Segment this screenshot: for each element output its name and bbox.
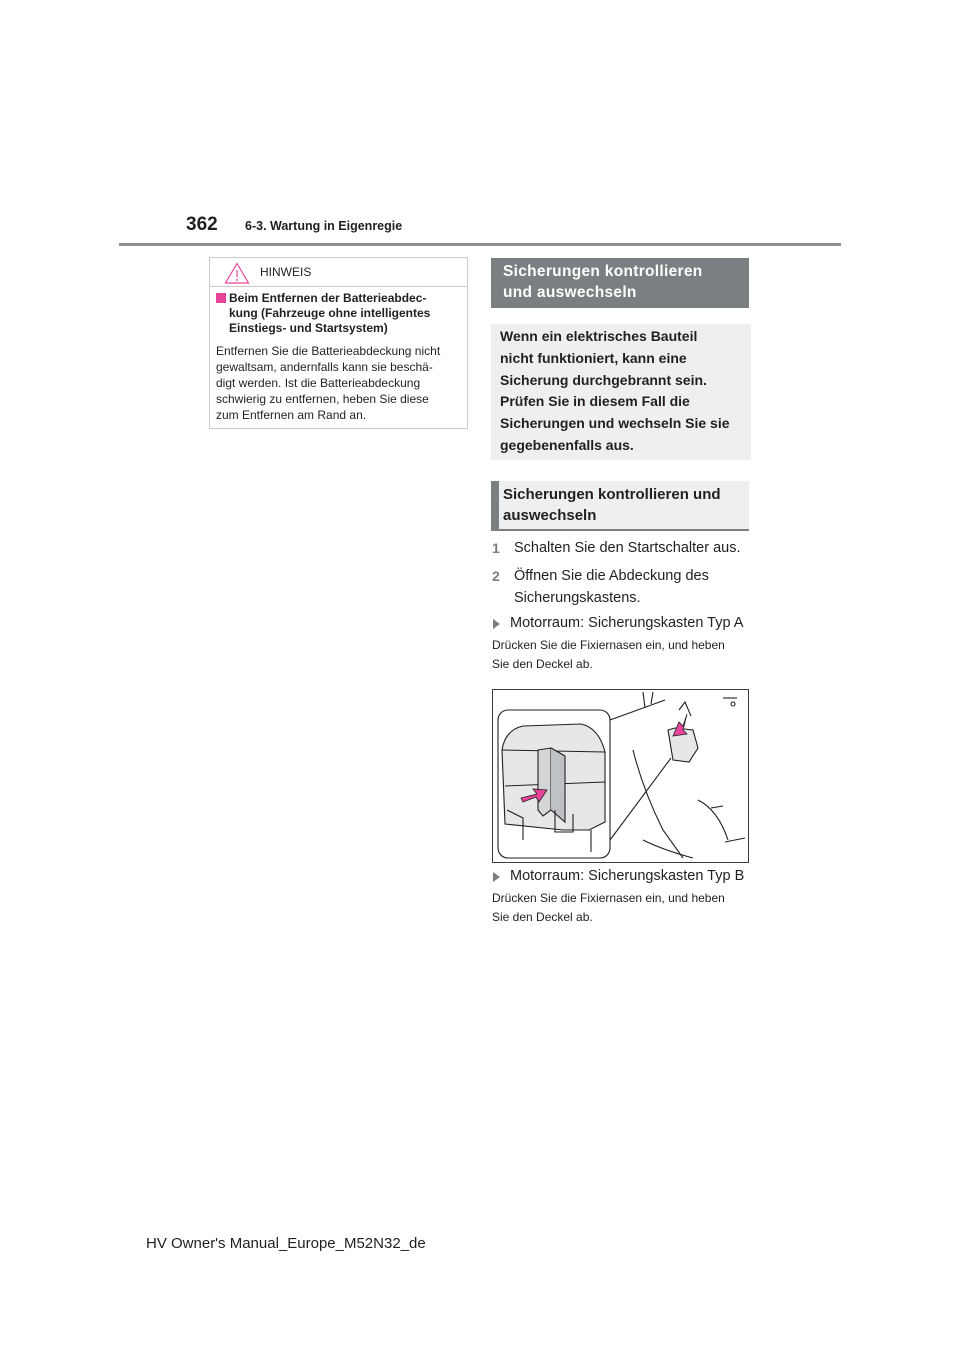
step-text: Sicherungskastens. — [514, 590, 641, 606]
subheading — [491, 481, 749, 531]
main-title-line: und auswechseln — [503, 284, 637, 301]
warning-triangle-icon — [224, 262, 250, 284]
intro-line: Sicherung durchgebrannt sein. — [500, 372, 707, 388]
notice-label: HINWEIS — [260, 265, 312, 279]
intro-line: nicht funktioniert, kann eine — [500, 350, 687, 366]
notice-body-line: zum Entfernen am Rand an. — [216, 408, 367, 422]
fuse-box-illustration-icon — [493, 690, 748, 862]
notice-title-line: Einstiegs- und Startsystem) — [229, 321, 388, 335]
notice-bullet — [216, 293, 226, 303]
bullet-triangle-icon — [493, 872, 500, 882]
type-b-desc: Sie den Deckel ab. — [492, 910, 593, 924]
type-a-desc: Sie den Deckel ab. — [492, 657, 593, 671]
fuse-box-figure — [492, 689, 749, 863]
intro-box — [491, 324, 751, 460]
intro-line: Prüfen Sie in diesem Fall die — [500, 393, 690, 409]
step-number: 2 — [492, 568, 500, 584]
notice-body-line: digt werden. Ist die Batterieabdeckung — [216, 376, 421, 390]
bullet-triangle-icon — [493, 619, 500, 629]
type-b-label: Motorraum: Sicherungskasten Typ B — [510, 868, 745, 884]
type-a-desc: Drücken Sie die Fixiernasen ein, und heben — [492, 638, 725, 652]
subheading-text — [503, 484, 747, 526]
intro-line: gegebenenfalls aus. — [500, 437, 634, 453]
intro-line: Sicherungen und wechseln Sie sie — [500, 415, 730, 431]
type-b-desc: Drücken Sie die Fixiernasen ein, und heben — [492, 891, 725, 905]
notice-body — [216, 343, 462, 423]
main-title-line: Sicherungen kontrollieren — [503, 263, 703, 280]
notice-body-line: schwierig zu entfernen, heben Sie diese — [216, 392, 429, 406]
step-text: Öffnen Sie die Abdeckung des — [514, 568, 709, 584]
step-text: Schalten Sie den Startschalter aus. — [514, 540, 741, 556]
notice-body-line: Entfernen Sie die Batterieabdeckung nicht — [216, 344, 441, 358]
notice-title — [229, 291, 461, 336]
section-title: 6-3. Wartung in Eigenregie — [245, 219, 403, 233]
main-title — [491, 258, 749, 308]
type-a-label: Motorraum: Sicherungskasten Typ A — [510, 615, 744, 631]
subheading-line: auswechseln — [503, 507, 597, 524]
page-number: 362 — [186, 214, 218, 235]
step-number: 1 — [492, 540, 500, 556]
notice-box — [209, 257, 468, 429]
notice-body-line: gewaltsam, andernfalls kann sie beschä- — [216, 360, 433, 374]
notice-title-line: Beim Entfernen der Batterieabdec- — [229, 291, 427, 305]
footer-text: HV Owner's Manual_Europe_M52N32_de — [146, 1235, 426, 1252]
header-rule — [119, 243, 841, 246]
notice-title-line: kung (Fahrzeuge ohne intelligentes — [229, 306, 431, 320]
notice-header — [210, 258, 467, 287]
subheading-line: Sicherungen kontrollieren und — [503, 486, 721, 503]
intro-line: Wenn ein elektrisches Bauteil — [500, 328, 698, 344]
